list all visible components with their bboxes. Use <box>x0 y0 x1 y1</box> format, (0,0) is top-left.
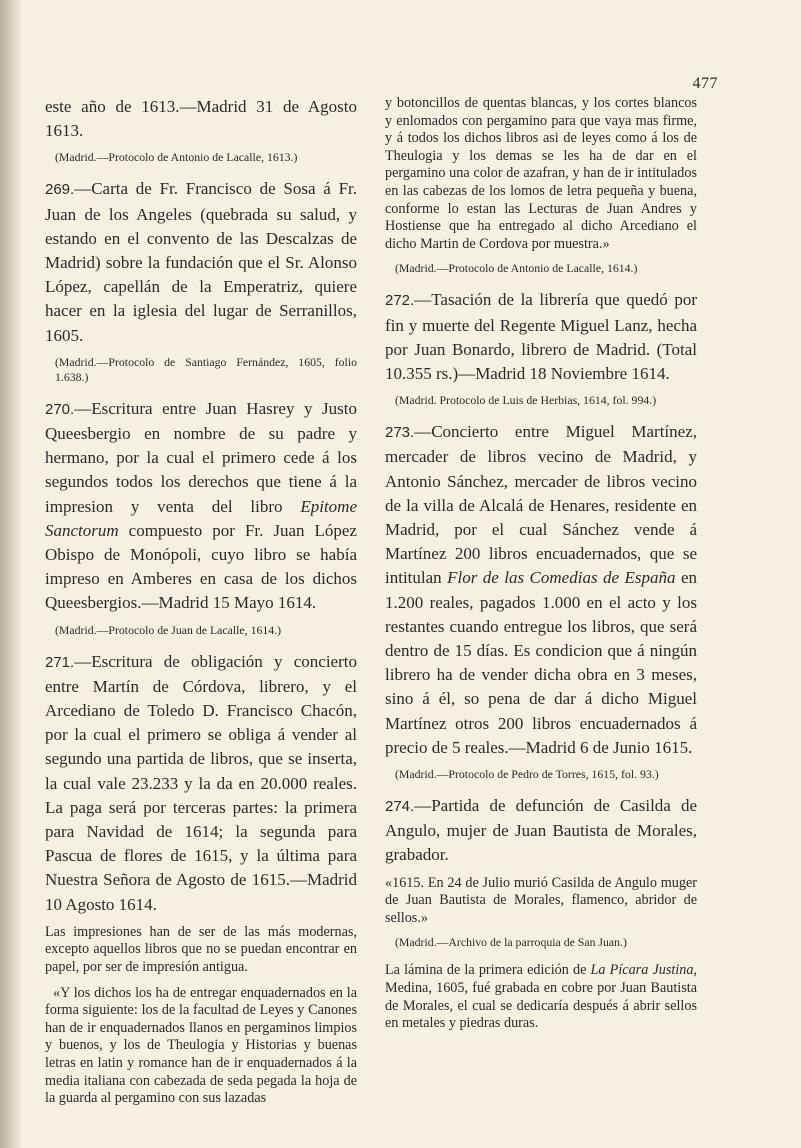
entry-274 <box>385 794 697 868</box>
quote-continuation: y botoncillos de quentas blancas, y los cortes blancos y enlomados con pergamino para que vaya mas firme, y á todos los dichos libros asi de leyes como á los de Theulogia y los demas se les ha de dar en el pergamino una color de azafran, y han de ir intitulados en las cabezas de los lomos de letra pequeña y buena, conforme lo estan las Lecturas de Juan Andres y Hostiense que ha entregado al dicho Arcediano el dicho Martin de Cordova por muestra.» <box>385 95 697 252</box>
page-edge-shadow <box>0 0 22 1148</box>
entry-271-number: 271. <box>45 653 75 671</box>
entry-270-note: (Madrid.—Protocolo de Juan de Lacalle, 1614.) <box>55 622 282 637</box>
entry-270-text-b: compuesto por Fr. Juan López Obispo de Monópoli, cuyo libro se había impreso en Amberes en casa de los dichos Queesbergios.—Madrid 15 Mayo 1614. <box>45 520 357 613</box>
entry-274-text: —Partida de defunción de Casilda de Angulo, mujer de Juan Bautista de Morales, grabador. <box>385 796 697 865</box>
entry-271-quote-2: «Y los dichos los ha de entregar enquadernados en la forma siguiente: los de la facultad de Leyes y Canones han de ir enquadernados llanos en pergaminos limpios y buenos, y los de Theulogia y Historias y buenas letras en latin y romance han de ir enquadernados á la media italiana con cabezada de seda pegada la hoja de la guarda al pergamino con sus lazadas <box>45 984 357 1107</box>
entry-270-text-a: —Escritura entre Juan Hasrey y Justo Queesbergio en nombre de su padre y hermano, por la cual el primero cede á los segundos todos los derechos que tiene á la impresion y venta del libro <box>45 398 357 516</box>
entry-271-quote-1: Las impresiones han de ser de las más modernas, excepto aquellos libros que no se puedan encontrar en papel, por ser de impresión antigua. <box>45 923 357 976</box>
intro-note: (Madrid.—Protocolo de Antonio de Lacalle, 1613.) <box>55 150 298 165</box>
final-text-b: , Medina, 1605, fué grabada en cobre por Juan Bautista de Morales, el cual se dedicaría después á abrir sellos en metales y piedras duras. <box>385 962 697 1032</box>
entry-273-book-title: Flor de las Comedias de España <box>447 568 676 588</box>
final-book-title: La Pícara Justina <box>590 962 694 979</box>
entry-274-note: (Madrid.—Archivo de la parroquia de San Juan.) <box>395 935 627 950</box>
entry-274-final-paragraph <box>385 962 697 1032</box>
intro-text: este año de 1613.—Madrid 31 de Agosto 1613. <box>45 97 357 141</box>
entry-273-text-b: en 1.200 reales, pagados 1.000 en el acto y los restantes cuando entregue los libros, que será dentro de 15 días. Es condicion que á ningún librero ha de vender dicha obra en 3 meses, sino á él, so pena de dar á dicho Miguel Martínez otros 200 libros encuadernados á precio de 5 reales.—Madrid 6 de Junio 1615. <box>385 568 697 757</box>
entry-269-text: —Carta de Fr. Francisco de Sosa á Fr. Juan de los Angeles (quebrada su salud, y estando en el convento de las Descalzas de Madrid) sobre la fundación que el Sr. Alonso López, capellán de la Emperatriz, quiere hacer en la iglesia del lugar de Serranillos, 1605. <box>45 179 357 345</box>
left-column <box>45 95 357 1116</box>
entry-272-text: —Tasación de la librería que quedó por fin y muerte del Regente Miguel Lanz, hecha por Juan Bonardo, librero de Madrid. (Total 10.355 rs.)—Madrid 18 Noviembre 1614. <box>385 290 697 383</box>
entry-271-text: —Escritura de obligación y concierto entre Martín de Córdova, librero, y el Arcediano de Toledo D. Francisco Chacón, por la cual el primero se obliga á vender al segundo una partida de libros, que se inserta, la cual vale 23.233 y la da en 20.000 reales. La paga será por terceras partes: la primera para Navidad de 1614; la segunda para Pascua de flores de 1615, y la última para Nuestra Señora de Agosto de 1615.—Madrid 10 Agosto 1614. <box>45 651 357 914</box>
entry-270-book-title: Epitome Sanctorum <box>45 496 357 540</box>
entry-273-number: 273. <box>385 424 415 442</box>
entry-269-note: (Madrid.—Protocolo de Santiago Fernández, 1605, folio 1.638.) <box>55 354 357 384</box>
final-text-a: La lámina de la primera edición de <box>385 962 591 979</box>
entry-271 <box>45 650 357 917</box>
entry-272 <box>385 288 697 386</box>
entry-274-number: 274. <box>385 798 415 815</box>
entry-269-number: 269. <box>45 181 75 199</box>
page-number: 477 <box>692 75 718 92</box>
entry-273-text-a: —Concierto entre Miguel Martínez, mercader de libros vecino de Madrid, y Antonio Sánchez, mercader de libros vecino de la villa de Alcalá de Henares, residente en Madrid, por el cual Sánchez vende á Martínez 200 libros encuadernados, que se intitulan <box>385 422 697 588</box>
entry-274-quote: «1615. En 24 de Julio murió Casilda de Angulo muger de Juan Bautista de Morales, flamenco, abridor de sellos.» <box>385 874 697 926</box>
entry-273 <box>385 420 697 760</box>
continuation-note: (Madrid.—Protocolo de Antonio de Lacalle, 1614.) <box>395 261 638 276</box>
entry-272-number: 272. <box>385 292 415 310</box>
entry-273-note: (Madrid.—Protocolo de Pedro de Torres, 1615, fol. 93.) <box>395 767 659 781</box>
entry-270-number: 270. <box>45 400 75 418</box>
entry-270 <box>45 397 357 616</box>
right-column <box>385 95 697 1041</box>
entry-272-note: (Madrid. Protocolo de Luis de Herbias, 1614, fol. 994.) <box>395 393 657 408</box>
entry-269 <box>45 177 357 347</box>
